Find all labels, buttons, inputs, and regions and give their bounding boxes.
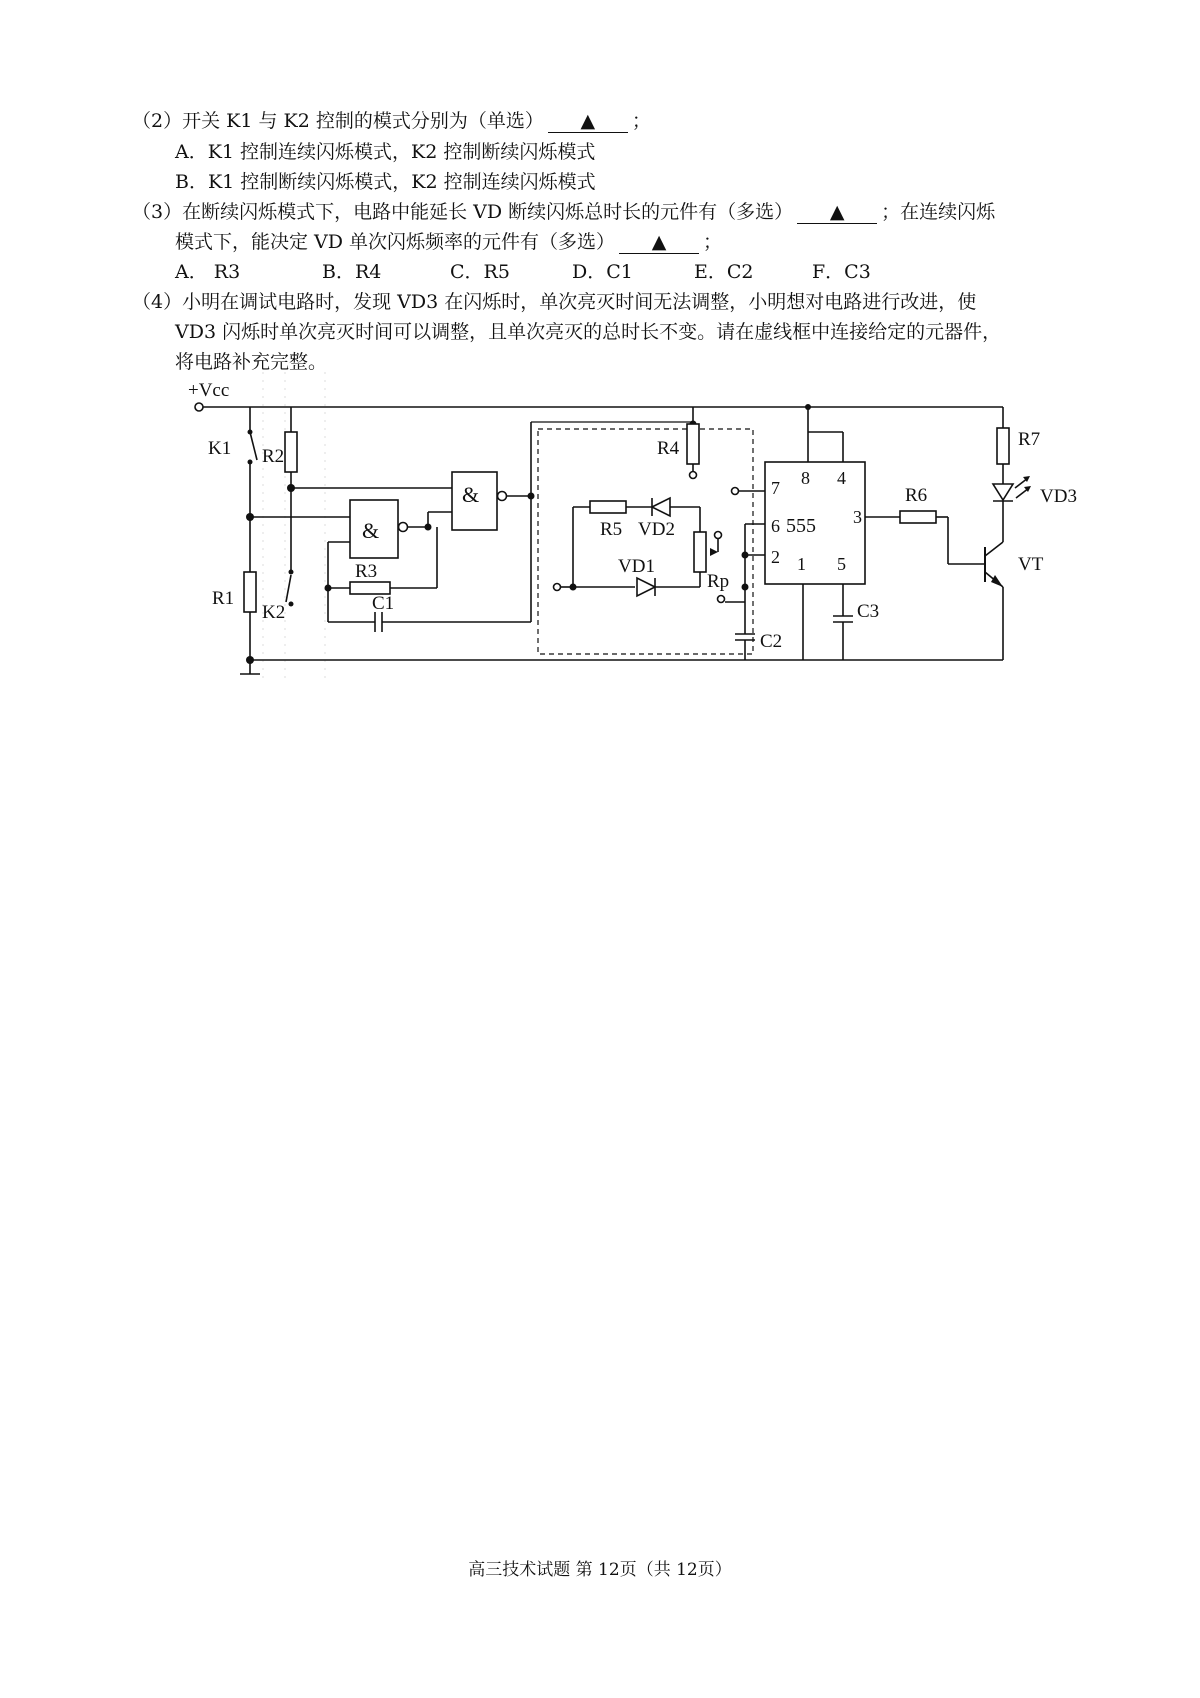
- r6-label: R6: [905, 485, 928, 506]
- q3-text-1a: 在断续闪烁模式下，电路中能延长 VD 断续闪烁总时长的元件有（多选）: [182, 201, 794, 223]
- question-4-line-2: VD3 闪烁时单次亮灭时间可以调整，且单次亮灭的总时长不变。请在虚线框中连接给定的元器件，: [175, 321, 1002, 343]
- pin-3-label: 3: [853, 507, 862, 527]
- pin-7-label: 7: [771, 478, 780, 498]
- pin-2-label: 2: [771, 547, 780, 567]
- pin-1-label: 1: [797, 554, 806, 574]
- page-footer: 高三技术试题 第 12页（共 12页）: [468, 1560, 732, 1580]
- k2-label: K2: [262, 602, 286, 623]
- q3-option-b: B．R4: [322, 261, 382, 283]
- vcc-terminal: [195, 403, 203, 411]
- vd3-label: VD3: [1040, 486, 1077, 507]
- vd1-diode: [637, 578, 655, 596]
- k1-label: K1: [208, 438, 232, 459]
- r2-resistor: [285, 432, 297, 472]
- r6-resistor: [900, 511, 936, 523]
- pin-5-label: 5: [837, 554, 846, 574]
- q2-text: 开关 K1 与 K2 控制的模式分别为（单选）: [182, 110, 544, 132]
- k2-switch: [286, 575, 291, 602]
- q2-option-a: A．K1 控制连续闪烁模式，K2 控制断续闪烁模式: [175, 141, 596, 163]
- question-4-line-3: 将电路补充完整。: [175, 351, 328, 373]
- r3-label: R3: [355, 561, 378, 582]
- pin-4-label: 4: [837, 468, 846, 488]
- r7-resistor: [997, 428, 1009, 464]
- vd2-label: VD2: [638, 519, 675, 540]
- ic-555-label: 555: [786, 515, 816, 537]
- vd2-diode: [652, 498, 670, 516]
- r5-label: R5: [600, 519, 623, 540]
- rp-potentiometer: [694, 532, 706, 572]
- question-3-line-1: [132, 197, 995, 227]
- and-gate-2-symbol: &: [462, 482, 480, 507]
- q3-option-f: F．C3: [812, 261, 871, 283]
- q3-text-2b: ；: [703, 231, 723, 253]
- c1-label: C1: [372, 593, 395, 614]
- q3-text-2a: 模式下，能决定 VD 单次闪烁频率的元件有（多选）: [175, 231, 616, 253]
- r4-resistor: [687, 424, 699, 464]
- q2-number: （2）: [132, 110, 183, 132]
- vd3-led: [993, 484, 1013, 500]
- q4-number: （4）: [132, 291, 183, 313]
- k1-switch: [250, 432, 257, 460]
- r7-label: R7: [1018, 429, 1041, 450]
- r1-resistor: [244, 572, 256, 612]
- q3-option-d: D．C1: [572, 261, 633, 283]
- c2-label: C2: [760, 631, 783, 652]
- r2-label: R2: [262, 446, 285, 467]
- faint-guide-lines: [263, 372, 325, 682]
- vcc-label: +Vcc: [188, 380, 230, 401]
- question-4-line-1: [132, 287, 976, 317]
- q2-answer-blank[interactable]: ▲: [548, 110, 628, 133]
- q4-text-1: 小明在调试电路时，发现 VD3 在闪烁时，单次亮灭时间无法调整，小明想对电路进行改进，使: [182, 291, 977, 313]
- q3-option-a: A． R3: [175, 261, 241, 283]
- dashed-answer-box[interactable]: [538, 429, 753, 654]
- r1-label: R1: [212, 588, 235, 609]
- circuit-diagram: [0, 372, 1200, 702]
- rp-label: Rp: [707, 571, 730, 592]
- pin-6-label: 6: [771, 516, 780, 536]
- question-3-line-2: [175, 227, 722, 257]
- q2-end: ；: [631, 110, 651, 132]
- q3-text-1b: ；在连续闪烁: [881, 201, 996, 223]
- vd1-label: VD1: [618, 556, 655, 577]
- and-gate-1-symbol: &: [362, 518, 380, 543]
- q3-option-c: C．R5: [450, 261, 510, 283]
- c3-label: C3: [857, 601, 880, 622]
- r5-resistor: [590, 501, 626, 513]
- q3-answer-blank-1[interactable]: ▲: [797, 201, 877, 224]
- q2-option-b: B．K1 控制断续闪烁模式，K2 控制连续闪烁模式: [175, 171, 596, 193]
- vt-label: VT: [1018, 554, 1044, 575]
- q3-option-e: E．C2: [694, 261, 754, 283]
- pin-8-label: 8: [801, 468, 810, 488]
- q3-number: （3）: [132, 201, 183, 223]
- question-2: [132, 106, 651, 136]
- r4-label: R4: [657, 438, 680, 459]
- q3-answer-blank-2[interactable]: ▲: [619, 231, 699, 254]
